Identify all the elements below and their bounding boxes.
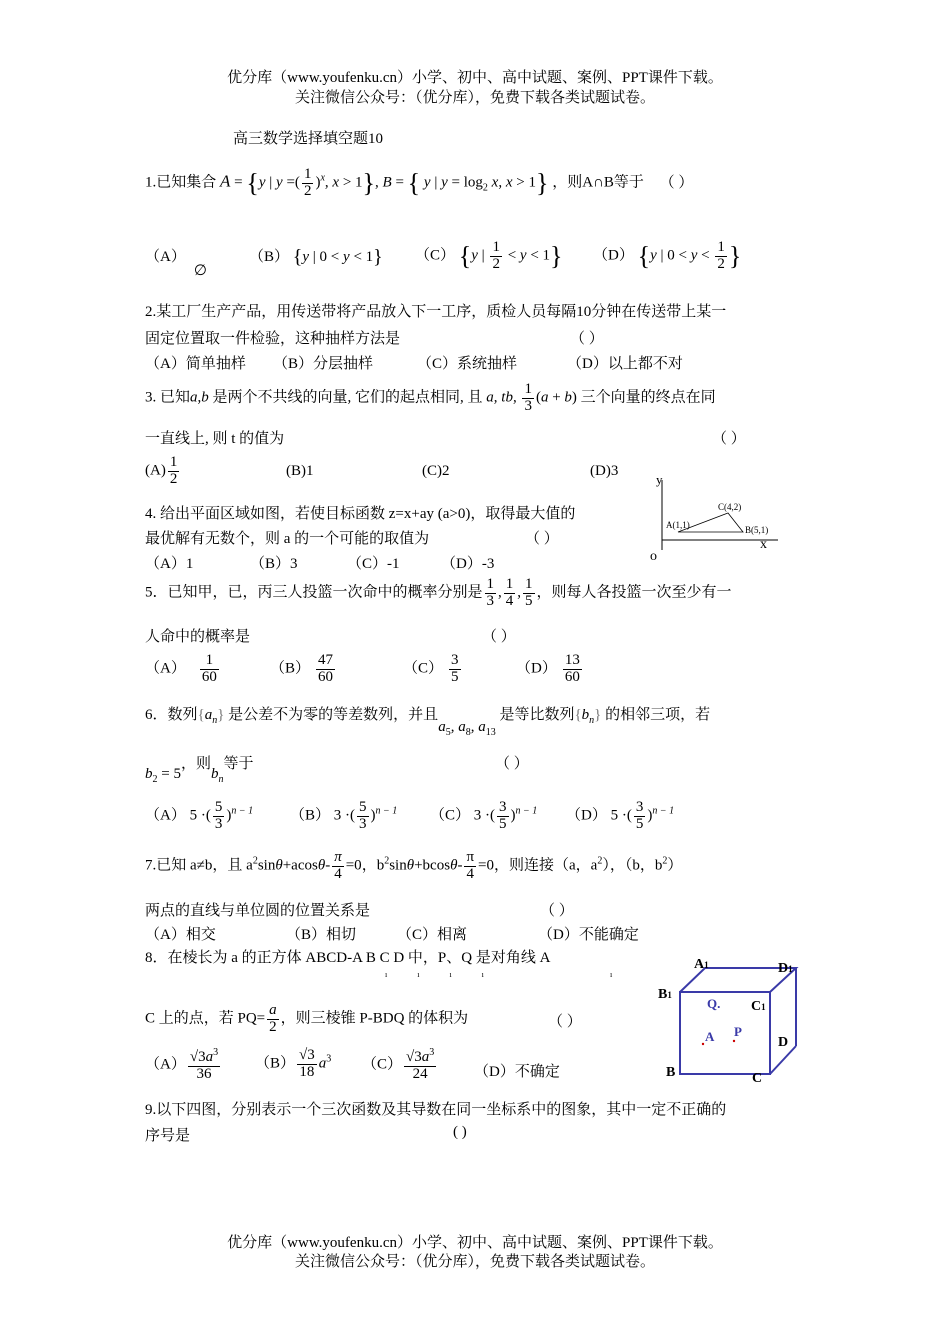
q6-option-d[interactable]: （D） 5 ·( $\frac{3}{5}$ )$^{n - 1}$	[566, 799, 675, 832]
q6-line-2: $b_2 = 5$，则$b_n$等于	[145, 756, 254, 785]
q3-option-c[interactable]: (C)2	[422, 463, 450, 479]
q9-line-2: 序号是	[145, 1128, 191, 1144]
q6-option-a[interactable]: （A） 5 ·( $\frac{5}{3}$ )$^{n - 1}$	[145, 799, 254, 832]
q7-option-a[interactable]: （A）相交	[145, 927, 216, 943]
q8-option-a[interactable]: （A） $\frac{√3a^3}{36}$	[145, 1047, 219, 1082]
q7-line-1: 7.已知 a≠b，且 $a^2\sin\theta+acos\theta-$ $\frac{\pi}{4}$ =0，$b^2\sin\theta+bcos\theta-$ $\frac{\pi}{4}$ =0，则连接（a，$a^2$），（b，$b^2$）	[145, 849, 683, 882]
point-p-dot	[733, 1040, 735, 1042]
q2-option-a[interactable]: （A）简单抽样	[145, 356, 246, 372]
label-b1: B1	[658, 987, 672, 1002]
q2-paren: （ ）	[570, 331, 604, 347]
q1-option-b[interactable]: （B） {y | 0 < y < 1}	[249, 246, 383, 269]
q4-option-a[interactable]: （A）1	[145, 556, 194, 572]
q9-paren: ( )	[453, 1124, 467, 1140]
q1-option-a[interactable]: （A）∅	[145, 249, 207, 279]
q8-line-2: C 上的点，若 PQ= $\frac{a}{2}$ ，则三棱锥 P-BDQ 的体积为	[145, 1002, 469, 1035]
q8-line-1: 8．在棱长为 a 的正方体 ABCD-A B C D 中，P、Q 是对角线 A	[145, 950, 551, 966]
q2-option-d[interactable]: （D）以上都不对	[567, 356, 683, 372]
q3-line-1: 3. 已知a,b 是两个不共线的向量, 它们的起点相同, 且 a, tb, $\frac{1}{3}$ (a + b) 三个向量的终点在同	[145, 381, 716, 414]
q6-option-b[interactable]: （B） 3 ·( $\frac{5}{3}$ )$^{n - 1}$	[290, 799, 398, 832]
q2-option-c[interactable]: （C）系统抽样	[417, 356, 518, 372]
origin-label: o	[650, 549, 657, 564]
label-d1: D1	[778, 961, 793, 976]
q8-cube-figure	[650, 948, 800, 1084]
label-b: B	[666, 1065, 676, 1080]
point-a-label: A(1,1)	[666, 520, 690, 530]
q9-line-1: 9.以下四图，分别表示一个三次函数及其导数在同一坐标系中的图象，其中一定不正确的	[145, 1102, 727, 1118]
q2-line-2: 固定位置取一件检验，这种抽样方法是	[145, 331, 401, 347]
label-c: C	[752, 1071, 763, 1084]
label-c1: C1	[751, 999, 766, 1014]
q6-option-c[interactable]: （C） 3 ·( $\frac{3}{5}$ )$^{n - 1}$	[430, 799, 538, 832]
q6-paren: （ ）	[495, 756, 529, 772]
point-q-label: Q.	[707, 996, 721, 1011]
point-c-label: C(4,2)	[718, 502, 742, 512]
label-d: D	[778, 1035, 789, 1050]
point-a-label: A	[705, 1029, 715, 1044]
q2-line-1: 2.某工厂生产产品，用传送带将产品放入下一工序，质检人员每隔10分钟在传送带上某一	[145, 304, 727, 320]
q7-line-2: 两点的直线与单位圆的位置关系是	[145, 903, 371, 919]
q5-line-2: 人命中的概率是	[145, 629, 251, 645]
point-p-label: P	[734, 1024, 742, 1039]
q5-option-b[interactable]: （B） $\frac{47}{60}$	[270, 652, 334, 685]
footer-line-2: 关注微信公众号：（优分库），免费下载各类试题试卷。	[294, 1254, 655, 1270]
q8-option-d[interactable]: （D）不确定	[474, 1064, 560, 1080]
q2-option-b[interactable]: （B）分层抽样	[273, 356, 374, 372]
q1-option-d[interactable]: （D） {y | 0 < y < $\frac{1}{2}$ }	[593, 239, 742, 272]
q8-paren: （ ）	[548, 1014, 582, 1030]
q3-option-a[interactable]: (A) $\frac{1}{2}$	[145, 454, 178, 487]
q4-line-1: 4. 给出平面区域如图，若使目标函数 z=x+ay (a>0)，取得最大值的	[145, 506, 576, 522]
q4-option-d[interactable]: （D）-3	[441, 556, 495, 572]
point-a-dot	[702, 1043, 704, 1045]
q3-paren: （ ）	[712, 431, 746, 447]
q7-paren: （ ）	[540, 903, 574, 919]
header-line-2: 关注微信公众号：（优分库），免费下载各类试题试卷。	[294, 90, 655, 106]
header-line-1: 优分库（www.youfenku.cn）小学、初中、高中试题、案例、PPT课件下载。	[227, 70, 723, 86]
q8-subscript-marks: ı ı ı ı	[385, 970, 498, 979]
point-b-label: B(5,1)	[745, 525, 769, 535]
q4-option-c[interactable]: （C）-1	[347, 556, 400, 572]
q5-option-c[interactable]: （C） $\frac{3}{5}$	[403, 652, 459, 685]
cube-bottom-edge	[770, 1046, 796, 1074]
page-title: 高三数学选择填空题10	[233, 131, 384, 147]
q5-paren: （ ）	[482, 629, 516, 645]
x-axis-label: x	[760, 537, 767, 552]
q3-option-b[interactable]: (B)1	[286, 463, 314, 479]
q4-line-2: 最优解有无数个，则 a 的一个可能的取值为	[145, 531, 430, 547]
q7-option-b[interactable]: （B）相切	[286, 927, 357, 943]
q5-option-d[interactable]: （D） $\frac{13}{60}$	[516, 652, 580, 685]
q3-option-d[interactable]: (D)3	[590, 463, 619, 479]
q4-region-figure	[648, 470, 788, 565]
q5-option-a[interactable]: （A） $\frac{1}{60}$	[145, 652, 217, 685]
q4-option-b[interactable]: （B）3	[250, 556, 298, 572]
footer-line-1: 优分库（www.youfenku.cn）小学、初中、高中试题、案例、PPT课件下载。	[227, 1235, 723, 1251]
q7-option-c[interactable]: （C）相离	[397, 927, 468, 943]
q3-line-2: 一直线上, 则 t 的值为	[145, 431, 285, 447]
q5-line-1: 5．已知甲，已，丙三人投篮一次命中的概率分别是 $\frac{1}{3}$ , $\frac{1}{4}$ , $\frac{1}{5}$ ，则每人各投篮一次至少有一	[145, 576, 732, 609]
q4-paren: （ ）	[525, 531, 559, 547]
q1-stem: 1.已知集合 A = {y | y =( $\frac{1}{2}$ )$^x$, x > 1}, B = { y | $y = \log_2 x$, x > 1} ，则A∩B等于 （ ）	[145, 166, 694, 199]
y-axis-label: y	[656, 472, 663, 487]
q8-subscript-mark: ı	[610, 970, 613, 979]
q8-option-c[interactable]: （C） $\frac{√3a^3}{24}$	[362, 1047, 435, 1082]
label-a1: A1	[694, 957, 709, 972]
q1-option-c[interactable]: （C） {y | $\frac{1}{2}$ < y < 1}	[415, 239, 563, 272]
q6-line-1: 6．数列$\{a_n\}$ 是公差不为零的等差数列，并且$a_5$, $a_8$, $a_{13}$ 是等比数列$\{b_n\}$ 的相邻三项，若	[145, 707, 711, 738]
q7-option-d[interactable]: （D）不能确定	[538, 927, 639, 943]
q8-option-b[interactable]: （B） $\frac{√3}{18}$ $a^3$	[255, 1047, 332, 1080]
